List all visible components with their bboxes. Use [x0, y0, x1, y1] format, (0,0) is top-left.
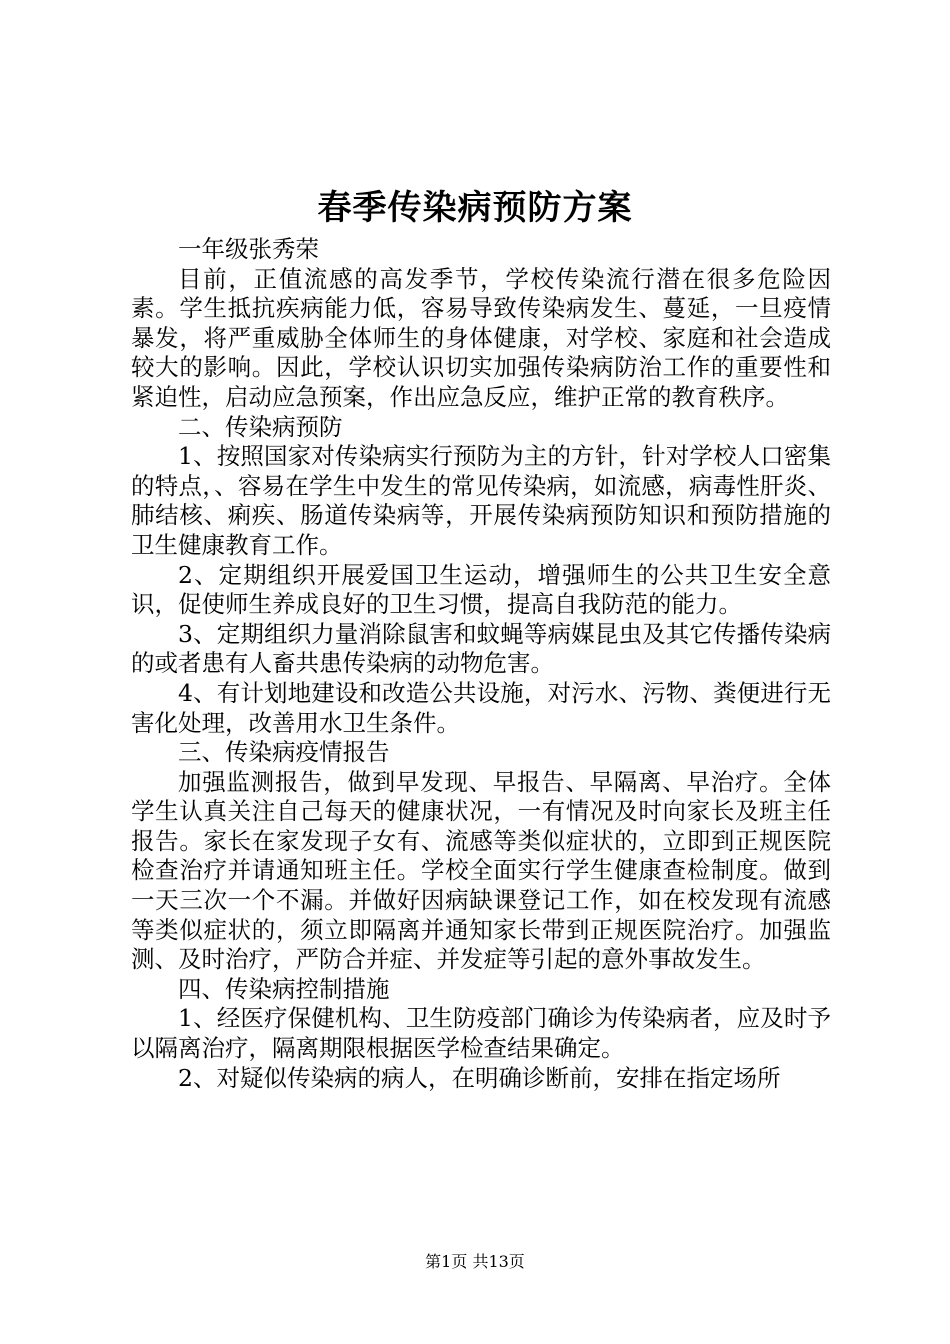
author-line: 一年级张秀荣: [178, 235, 319, 263]
paragraph-report: 加强监测报告，做到早发现、早报告、早隔离、早治疗。全体学生认真关注自己每天的健康状况，一有情况及时向家长及班主任报告。家长在家发现子女有、流感等类似症状的，立即到正规医院检查治疗并请通知班主任。学校全面实行学生健康查检制度。做到一天三次一个不漏。并做好因病缺课登记工作，如在校发现有流感等类似症状的，须立即隔离并通知家长带到正规医院治疗。加强监测、及时治疗，严防合并症、并发症等引起的意外事故发生。: [131, 767, 831, 974]
paragraph-control-2: 2、对疑似传染病的病人，在明确诊断前，安排在指定场所: [178, 1063, 781, 1092]
page-footer: 第1页 共13页: [425, 1252, 525, 1271]
section-heading-report: 三、传染病疫情报告: [178, 738, 390, 767]
paragraph-prevention-2: 2、定期组织开展爱国卫生运动，增强师生的公共卫生安全意识，促使师生养成良好的卫生习惯，提高自我防范的能力。: [131, 560, 831, 619]
paragraph-control-1: 1、经医疗保健机构、卫生防疫部门确诊为传染病者，应及时予以隔离治疗，隔离期限根据医学检查结果确定。: [131, 1004, 831, 1063]
document-body: [131, 235, 831, 1093]
document-title: 春季传染病预防方案: [317, 188, 633, 228]
paragraph-prevention-1: 1、按照国家对传染病实行预防为主的方针，针对学校人口密集的特点，、容易在学生中发生的常见传染病，如流感，病毒性肝炎、肺结核、痢疾、肠道传染病等，开展传染病预防知识和预防措施的卫生健康教育工作。: [131, 442, 831, 559]
paragraph-intro: 目前，正值流感的高发季节，学校传染流行潜在很多危险因素。学生抵抗疾病能力低，容易导致传染病发生、蔓延，一旦疫情暴发，将严重威胁全体师生的身体健康，对学校、家庭和社会造成较大的影响。因此，学校认识切实加强传染病防治工作的重要性和紧迫性，启动应急预案，作出应急反应，维护正常的教育秩序。: [131, 264, 831, 411]
paragraph-prevention-3: 3、定期组织力量消除鼠害和蚊蝇等病媒昆虫及其它传播传染病的或者患有人畜共患传染病的动物危害。: [131, 619, 831, 678]
section-heading-control: 四、传染病控制措施: [178, 974, 390, 1003]
section-heading-prevention: 二、传染病预防: [178, 412, 343, 441]
paragraph-prevention-4: 4、有计划地建设和改造公共设施，对污水、污物、粪便进行无害化处理，改善用水卫生条件。: [131, 678, 831, 737]
